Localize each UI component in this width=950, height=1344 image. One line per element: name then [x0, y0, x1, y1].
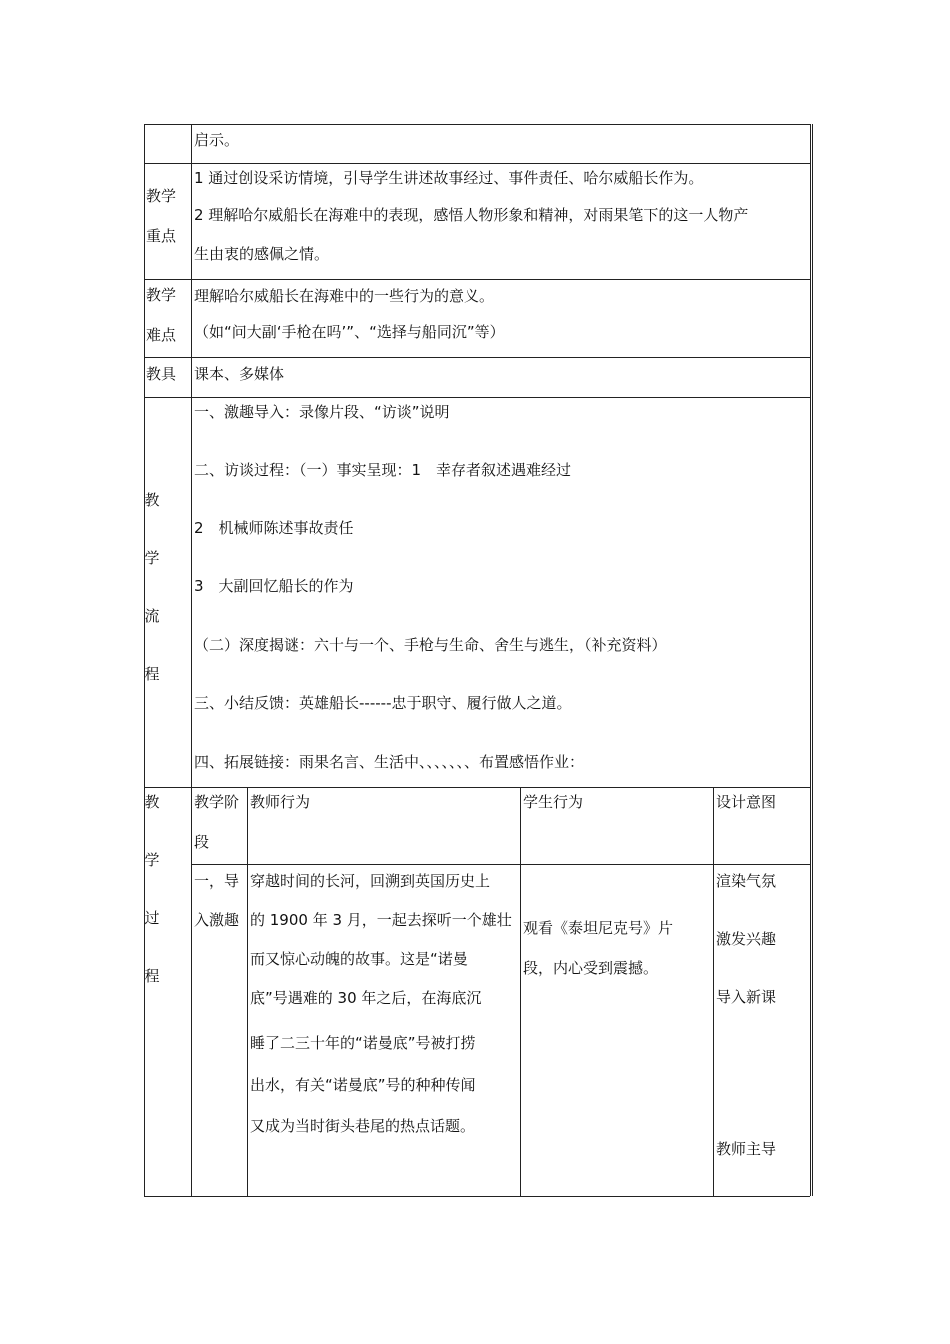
design-line: 教师主导	[716, 1140, 777, 1158]
rule-left	[144, 124, 145, 1197]
process-label-char: 学	[144, 851, 160, 869]
process-label-char: 程	[144, 967, 160, 985]
teacher-line: 睡了二三十年的“诺曼底”号被打捞	[250, 1034, 476, 1052]
rule-bottom	[144, 1196, 810, 1197]
flow-line: 一、激趣导入：录像片段、“访谈”说明	[194, 403, 450, 421]
difficulty-label-1: 教学	[146, 286, 177, 304]
row1-content: 启示。	[194, 131, 240, 149]
rule-after-focus	[144, 279, 810, 280]
stage-2: 入激趣	[194, 911, 240, 929]
rule-after-row1	[144, 163, 810, 164]
focus-label-1: 教学	[146, 187, 177, 205]
student-line: 段，内心受到震撼。	[523, 959, 659, 977]
teacher-line: 又成为当时街头巷尾的热点话题。	[250, 1117, 476, 1135]
header-design: 设计意图	[716, 793, 777, 811]
flow-line: 二、访谈过程：（一）事实呈现：1 幸存者叙述遇难经过	[194, 461, 572, 479]
teacher-line: 底”号遇难的 30 年之后，在海底沉	[250, 989, 482, 1007]
header-stage-2: 段	[194, 833, 210, 851]
focus-label-2: 重点	[146, 227, 177, 245]
teacher-line: 穿越时间的长河，回溯到英国历史上	[250, 872, 491, 890]
difficulty-line-2: （如“问大副‘手枪在吗’”、“选择与船同沉”等）	[194, 323, 505, 341]
flow-label-char: 流	[144, 607, 160, 625]
header-student: 学生行为	[523, 793, 584, 811]
flow-label-char: 教	[144, 491, 160, 509]
design-line: 导入新课	[716, 988, 777, 1006]
header-teacher: 教师行为	[250, 793, 311, 811]
teacher-line: 的 1900 年 3 月，一起去探听一个雄壮	[250, 911, 512, 929]
rule-label-col	[191, 124, 192, 1197]
tools-label: 教具	[146, 365, 177, 383]
design-line: 渲染气氛	[716, 872, 777, 890]
flow-line: （二）深度揭谜：六十与一个、手枪与生命、舍生与逃生，（补充资料）	[194, 636, 667, 654]
difficulty-line-1: 理解哈尔威船长在海难中的一些行为的意义。	[194, 287, 495, 305]
focus-line-3: 生由衷的感佩之情。	[194, 245, 330, 263]
teacher-line: 出水，有关“诺曼底”号的种种传闻	[250, 1076, 476, 1094]
flow-label-char: 学	[144, 549, 160, 567]
flow-line: 2 机械师陈述事故责任	[194, 519, 354, 537]
student-line: 观看《泰坦尼克号》片	[523, 919, 674, 937]
rule-student-col	[713, 787, 714, 1197]
flow-line: 四、拓展链接：雨果名言、生活中、、、、、、、布置感悟作业：	[194, 753, 585, 771]
flow-label-char: 程	[144, 665, 160, 683]
flow-line: 三、小结反馈：英雄船长------忠于职守、履行做人之道。	[194, 694, 572, 712]
header-stage-1: 教学阶	[194, 793, 240, 811]
rule-top	[144, 124, 810, 125]
stage-1: 一，导	[194, 872, 240, 890]
design-line: 激发兴趣	[716, 930, 777, 948]
tools-content: 课本、多媒体	[194, 365, 285, 383]
rule-after-flow	[144, 787, 810, 788]
rule-stage-col	[247, 787, 248, 1197]
rule-after-difficulty	[144, 357, 810, 358]
rule-teacher-col	[520, 787, 521, 1197]
rule-after-tools	[144, 397, 810, 398]
difficulty-label-2: 难点	[146, 326, 177, 344]
process-label-char: 过	[144, 909, 160, 927]
process-label-char: 教	[144, 793, 160, 811]
focus-line-1: 1 通过创设采访情境，引导学生讲述故事经过、事件责任、哈尔威船长作为。	[194, 169, 704, 187]
rule-after-headers	[192, 864, 810, 865]
focus-line-2: 2 理解哈尔威船长在海难中的表现，感悟人物形象和精神，对雨果笔下的这一人物产	[194, 206, 749, 224]
flow-line: 3 大副回忆船长的作为	[194, 577, 354, 595]
teacher-line: 而又惊心动魄的故事。这是“诺曼	[250, 950, 468, 968]
